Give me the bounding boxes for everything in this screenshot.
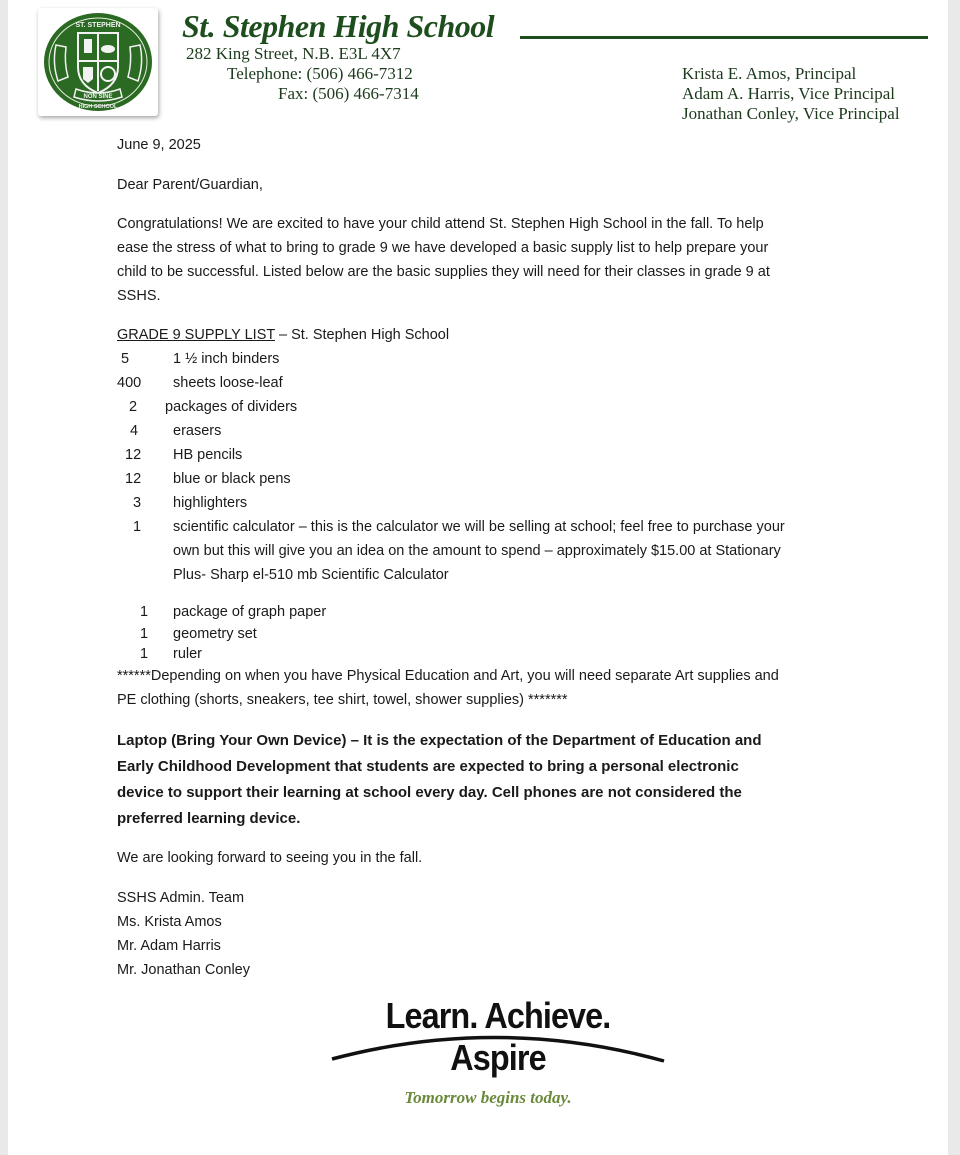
supply-list-subheading: – St. Stephen High School [274, 327, 450, 343]
item-qty: 1 [140, 604, 149, 620]
item-desc-line: own but this will give you an idea on the amount to spend – approximately $15.00 at Stationary [173, 543, 781, 559]
item-qty: 2 [129, 399, 138, 415]
item-qty: 4 [130, 423, 139, 439]
staff-vice-principal-1: Adam A. Harris, Vice Principal [682, 84, 896, 103]
laptop-line: preferred learning device. [117, 810, 301, 827]
laptop-line: device to support their learning at school every day. Cell phones are not considered the [117, 784, 742, 801]
svg-text:HIGH SCHOOL: HIGH SCHOOL [78, 104, 118, 110]
intro-line: Congratulations! We are excited to have your child attend St. Stephen High School in the fall. To help [117, 216, 764, 232]
crest-icon [42, 11, 154, 113]
intro-line: child to be successful. Listed below are the basic supplies they will need for their classes in grade 9 at [117, 264, 770, 280]
motto-text: Learn. Achieve. Aspire [385, 995, 611, 1078]
item-desc-line: Plus- Sharp el-510 mb Scientific Calculator [173, 567, 449, 583]
item-desc: geometry set [173, 626, 257, 642]
item-qty: 1 [140, 626, 149, 642]
item-qty: 3 [133, 495, 142, 511]
item-qty: 12 [125, 447, 142, 463]
item-desc: erasers [173, 423, 222, 439]
school-crest [38, 8, 158, 116]
staff-principal: Krista E. Amos, Principal [682, 64, 857, 83]
item-desc: 1 ½ inch binders [173, 351, 280, 367]
intro-paragraph [117, 212, 837, 308]
letter-date: June 9, 2025 [117, 137, 201, 153]
motto-logo [318, 995, 678, 1078]
intro-line: SSHS. [117, 288, 161, 304]
item-desc: highlighters [173, 495, 248, 511]
signature-name: Ms. Krista Amos [117, 914, 222, 930]
pe-art-note [117, 664, 857, 712]
item-desc: ruler [173, 646, 203, 662]
item-qty: 5 [121, 351, 130, 367]
motto-arc-icon [318, 995, 678, 1070]
item-qty: 1 [133, 519, 142, 535]
school-telephone: Telephone: (506) 466-7312 [227, 64, 413, 83]
item-desc: blue or black pens [173, 471, 291, 487]
staff-list [682, 64, 900, 124]
laptop-line: Early Childhood Development that students are expected to bring a personal electronic [117, 758, 739, 775]
item-desc: package of graph paper [173, 604, 327, 620]
letter-page [8, 0, 948, 1155]
item-desc: packages of dividers [165, 399, 298, 415]
item-qty: 400 [117, 375, 142, 391]
svg-text:NON SINE: NON SINE [83, 94, 113, 100]
school-name: St. Stephen High School [182, 8, 495, 44]
supply-list-title [117, 323, 449, 347]
letter-greeting: Dear Parent/Guardian, [117, 177, 263, 193]
staff-vice-principal-2: Jonathan Conley, Vice Principal [682, 104, 900, 123]
school-fax: Fax: (506) 466-7314 [278, 84, 419, 103]
tagline: Tomorrow begins today. [404, 1088, 572, 1107]
item-desc: HB pencils [173, 447, 243, 463]
header-rule [520, 36, 928, 39]
supply-list-heading: GRADE 9 SUPPLY LIST [117, 327, 275, 343]
item-desc [173, 515, 853, 587]
signature-block [117, 886, 250, 982]
item-desc: sheets loose-leaf [173, 375, 283, 391]
signature-team: SSHS Admin. Team [117, 890, 245, 906]
note-line: ******Depending on when you have Physical Education and Art, you will need separate Art supplies and [117, 668, 779, 684]
item-qty: 12 [125, 471, 142, 487]
note-line: PE clothing (shorts, sneakers, tee shirt, towel, shower supplies) ******* [117, 692, 568, 708]
item-desc-line: scientific calculator – this is the calculator we will be selling at school; feel free to purchase your [173, 519, 785, 535]
intro-line: ease the stress of what to bring to grade 9 we have developed a basic supply list to help prepare your [117, 240, 769, 256]
school-address: 282 King Street, N.B. E3L 4X7 [186, 44, 401, 63]
laptop-line: Laptop (Bring Your Own Device) – It is the expectation of the Department of Education and [117, 732, 762, 749]
svg-text:ST. STEPHEN: ST. STEPHEN [75, 22, 121, 29]
signature-name: Mr. Jonathan Conley [117, 962, 250, 978]
laptop-byod-paragraph [117, 728, 837, 832]
signature-name: Mr. Adam Harris [117, 938, 221, 954]
item-qty: 1 [140, 646, 149, 662]
closing-line: We are looking forward to seeing you in the fall. [117, 850, 423, 866]
